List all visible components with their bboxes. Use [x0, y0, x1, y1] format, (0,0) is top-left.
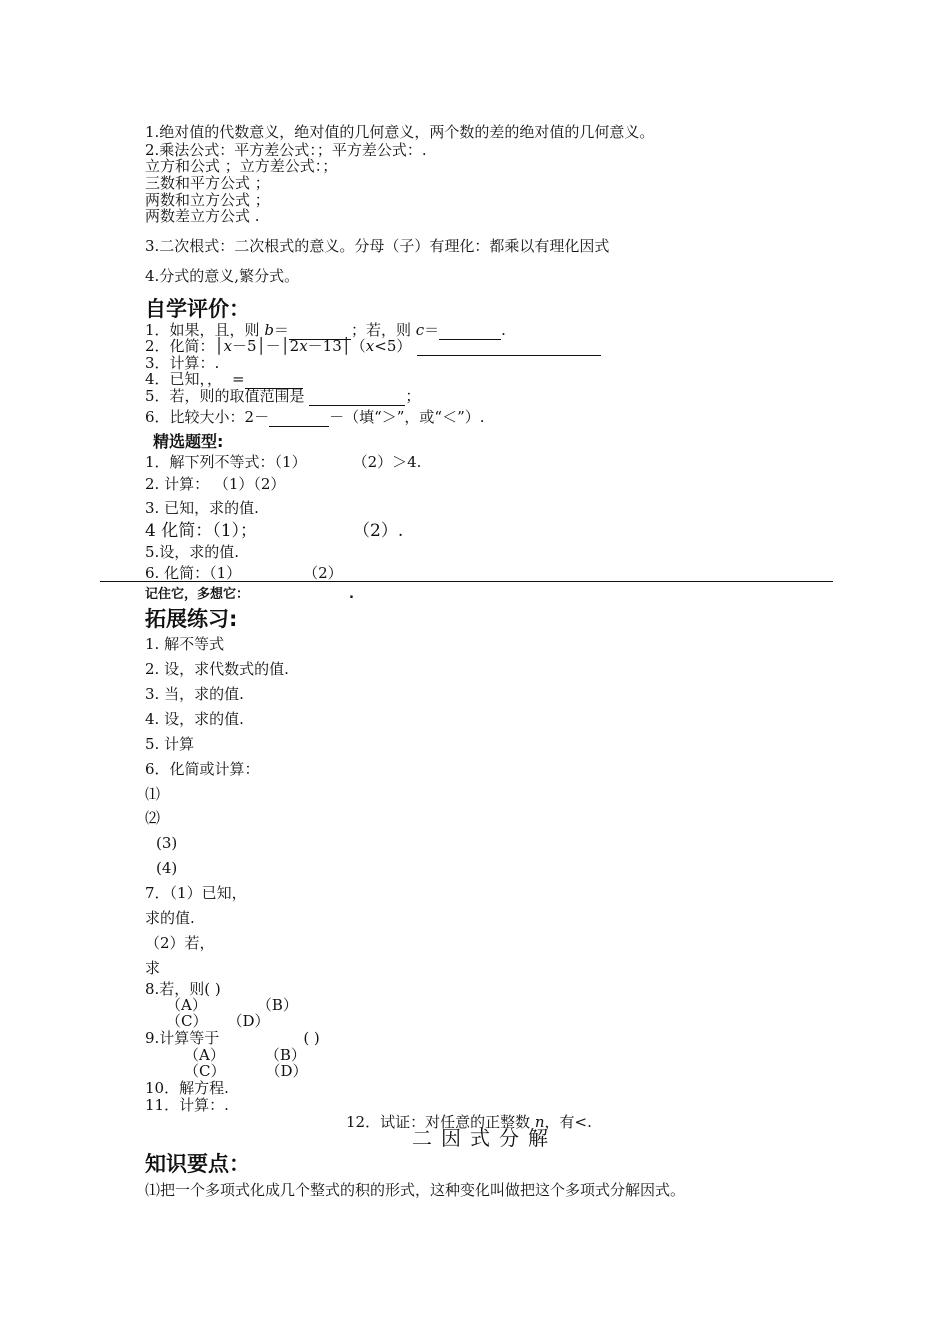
top-line-2: 2.乘法公式：平方差公式：；平方差公式：.	[145, 141, 427, 159]
extend-q6-2: ⑵	[145, 809, 161, 827]
selected-q2: 2. 计算： （1）（2）	[145, 475, 286, 493]
extend-q2: 2. 设，求代数式的值.	[145, 660, 289, 678]
section2-heading: 知识要点：	[145, 1152, 250, 1176]
q8-option-d[interactable]: （D）	[227, 1012, 270, 1030]
sel-q1-part1: 1．解下列不等式：（1）	[145, 453, 307, 471]
sel-q6-part1: 6. 化简：（1）	[145, 564, 242, 582]
q2-blank[interactable]	[417, 338, 601, 356]
remember-tail: .	[349, 587, 354, 602]
selected-heading: 精选题型:	[153, 432, 224, 451]
q1-text-d: ；若，则	[350, 321, 416, 339]
extend-q7-c: （2）若，	[145, 934, 215, 952]
top-line-4: 三数和平方公式 ；	[145, 174, 270, 192]
sel-q4-part2: （2）.	[353, 521, 404, 541]
q5-blank[interactable]	[309, 388, 405, 406]
q5-text-b: ；	[405, 387, 421, 405]
extend-q7-d: 求	[145, 959, 161, 977]
extend-q1: 1. 解不等式	[145, 635, 225, 653]
q8-option-c[interactable]: （C）	[166, 1012, 208, 1030]
extend-q9-options-cd	[184, 1063, 308, 1080]
top-line-3: 立方和公式 ；立方差公式：；	[145, 157, 338, 175]
extend-q6-1: ⑴	[145, 785, 161, 803]
q4-text-b: =	[232, 370, 245, 388]
q1-text-f: ＝	[424, 321, 440, 339]
sel-q4-part1: 4 化简：（1）；	[145, 521, 258, 541]
extend-q7-b: 求的值.	[145, 909, 195, 927]
extend-q11: 11．计算：.	[145, 1096, 229, 1114]
sel-q6-part2: （2）	[303, 564, 343, 582]
selected-q1	[145, 454, 421, 471]
q2-var-x1: x	[223, 337, 233, 355]
q9-paren: ( )	[303, 1029, 320, 1047]
q2-text-e: －13│（	[307, 337, 366, 355]
selected-q4	[145, 521, 403, 541]
q2-var-x2: x	[299, 337, 308, 355]
extend-q8: 8.若，则( )	[145, 980, 221, 998]
extend-q5: 5. 计算	[145, 735, 195, 753]
extend-q6-3: (3)	[156, 834, 178, 852]
section2-paragraph-1: ⑴把一个多项式化成几个整式的积的形式，这种变化叫做把这个多项式分解因式。	[145, 1181, 686, 1199]
q2-var-x3: x	[365, 337, 375, 355]
selected-q5: 5.设，求的值.	[145, 543, 240, 561]
remember-line	[145, 587, 354, 602]
q12-var-n: n	[534, 1113, 545, 1131]
selected-q6	[145, 565, 343, 582]
q1-text-c: ＝	[273, 321, 289, 339]
extend-q6-4: (4)	[156, 859, 178, 877]
extend-q7-a: 7．（1）已知，	[145, 884, 247, 902]
q12-text-c: ，有<.	[544, 1113, 592, 1131]
q1-text-a: 1．如果，且，则	[145, 321, 265, 339]
self-eval-q6	[145, 409, 485, 427]
q5-text-a: 5．若，则的取值范围是	[145, 387, 310, 405]
q2-text-g: <5）	[374, 337, 412, 355]
self-eval-q5	[145, 388, 420, 406]
extend-q9	[145, 1030, 320, 1047]
extend-q4: 4. 设，求的值.	[145, 710, 244, 728]
q1-var-b: b	[264, 321, 274, 339]
section-divider	[100, 581, 833, 582]
q2-text-a: 2．化简：│	[145, 337, 224, 355]
top-line-1: 1.绝对值的代数意义，绝对值的几何意义，两个数的差的绝对值的几何意义。	[145, 123, 655, 141]
top-line-5: 两数和立方公式 ；	[145, 191, 270, 209]
q9-option-b[interactable]: （B）	[264, 1046, 306, 1064]
sel-q1-part2: （2）＞4.	[352, 453, 422, 471]
extend-q6: 6．化简或计算：	[145, 760, 260, 778]
extend-q10: 10．解方程.	[145, 1079, 229, 1097]
selected-q3: 3. 已知，求的值.	[145, 499, 259, 517]
top-line-8: 4.分式的意义,繁分式。	[145, 267, 300, 285]
extend-q3: 3. 当，求的值.	[145, 685, 244, 703]
top-line-7: 3.二次根式：二次根式的意义。分母（子）有理化：都乘以有理化因式	[145, 237, 610, 255]
q6-text-b: －（填“＞”，或“＜”）.	[329, 408, 485, 426]
q9-option-c[interactable]: （C）	[184, 1062, 226, 1080]
self-eval-heading: 自学评价：	[145, 297, 250, 321]
self-eval-q3: 3．计算：.	[145, 354, 220, 372]
top-line-6: 两数差立方公式 .	[145, 207, 260, 225]
q9-text: 9.计算等于	[145, 1029, 220, 1047]
q8-option-b[interactable]: （B）	[256, 996, 298, 1014]
q9-option-a[interactable]: （A）	[184, 1046, 225, 1064]
q6-text-a: 6．比较大小：2－	[145, 408, 270, 426]
q2-text-c: －5│－│2	[232, 337, 300, 355]
q8-option-a[interactable]: （A）	[166, 996, 207, 1014]
extend-q8-options-cd	[166, 1013, 270, 1030]
q6-blank[interactable]	[269, 409, 329, 427]
q1-var-c: c	[415, 321, 425, 339]
extend-heading: 拓展练习:	[145, 607, 238, 631]
q1-text-g: .	[501, 321, 506, 339]
q9-option-d[interactable]: （D）	[265, 1062, 308, 1080]
remember-label: 记住它，多想它：	[145, 587, 250, 602]
q12-text-a: 12．试证：对任意的正整数	[346, 1113, 535, 1131]
q4-text-a: 4．已知，，	[145, 370, 223, 388]
section2-title: 二因式分解	[412, 1126, 557, 1150]
